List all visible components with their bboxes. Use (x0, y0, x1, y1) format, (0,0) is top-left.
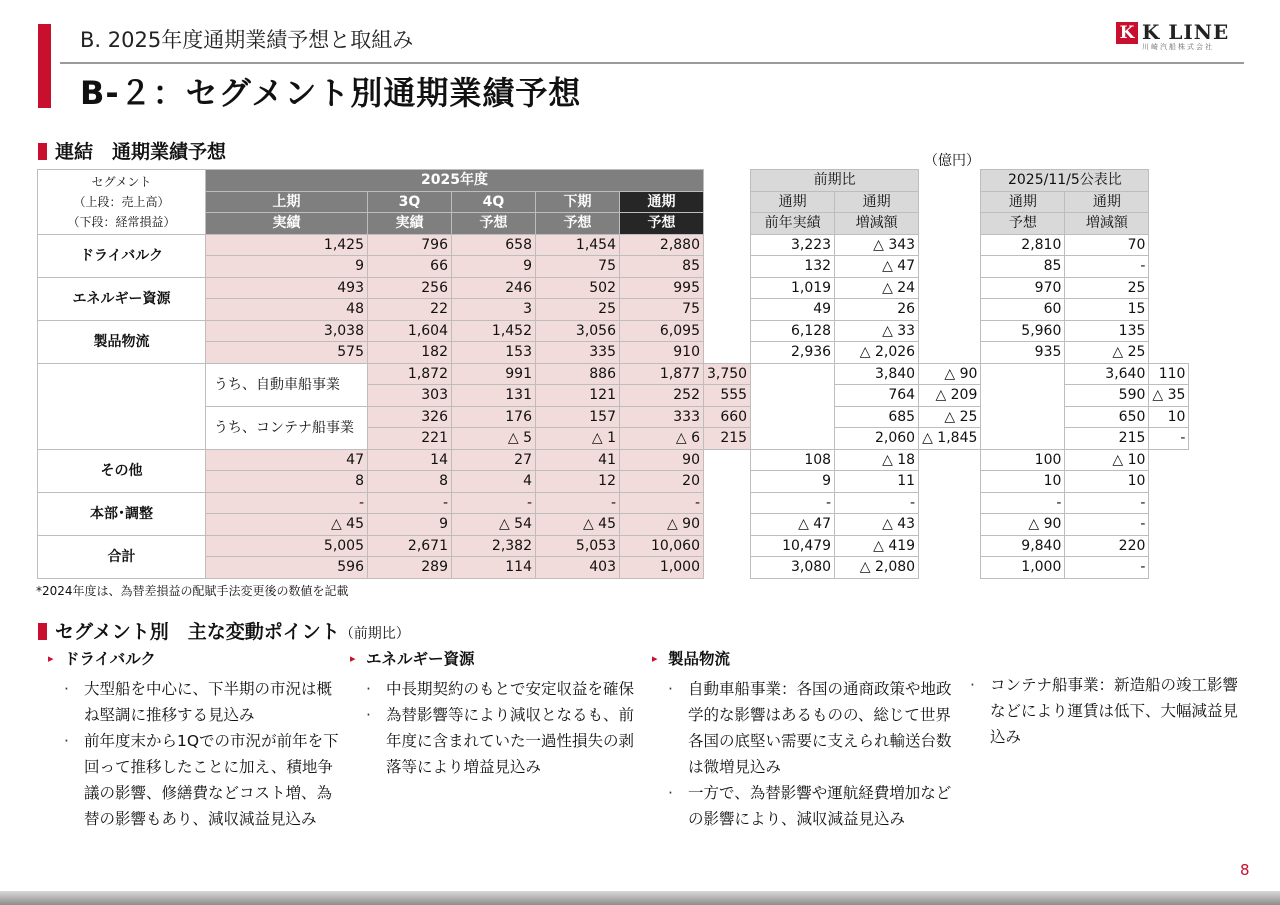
profit-cell: 10 (1065, 471, 1149, 493)
segment-name: 本部･調整 (38, 492, 206, 535)
points-section-heading (38, 617, 410, 644)
sales-cell: 6,095 (620, 320, 704, 342)
profit-cell: 215 (704, 428, 751, 450)
profit-cell: 9 (368, 514, 452, 536)
profit-cell: - (1065, 256, 1149, 278)
profit-cell: 3 (452, 299, 536, 321)
sales-cell: 108 (751, 449, 835, 471)
column-header: 通期 (751, 191, 835, 213)
profit-cell: 66 (368, 256, 452, 278)
profit-cell: 20 (620, 471, 704, 493)
sales-cell: 176 (452, 406, 536, 428)
column-header: 下期 (536, 191, 620, 213)
profit-cell: 11 (835, 471, 919, 493)
sales-cell: 660 (704, 406, 751, 428)
sales-cell: 796 (368, 234, 452, 256)
point-item: · 一方で、為替影響や運航経費増加などの影響により、減収減益見込み (652, 780, 952, 832)
profit-cell: 2,936 (751, 342, 835, 364)
profit-cell: △ 43 (835, 514, 919, 536)
profit-cell: △ 2,080 (835, 557, 919, 579)
profit-cell: △ 90 (981, 514, 1065, 536)
profit-cell: 4 (452, 471, 536, 493)
table-row (38, 234, 1189, 256)
table-row (38, 320, 1189, 342)
profit-cell: △ 47 (751, 514, 835, 536)
profit-cell: 49 (751, 299, 835, 321)
table-row (38, 557, 1189, 579)
profit-cell: △ 35 (1149, 385, 1189, 407)
column-header: 通期 (620, 191, 704, 213)
profit-cell: 555 (704, 385, 751, 407)
column-header: 増減額 (1065, 213, 1149, 235)
group-header-yoy: 前期比 (751, 170, 919, 192)
sales-cell: 658 (452, 234, 536, 256)
table-section-title: 連結 通期業績予想 (55, 141, 227, 163)
sales-cell: 3,840 (835, 363, 919, 385)
sales-cell: - (206, 492, 368, 514)
column-header: 4Q (452, 191, 536, 213)
point-item: · 自動車船事業：各国の通商政策や地政学的な影響はあるものの、総じて世界各国の底堅い需要に支えられ輸送台数は微増見込み (652, 676, 952, 780)
sales-cell: △ 18 (835, 449, 919, 471)
profit-cell: △ 1 (536, 428, 620, 450)
profit-cell: 289 (368, 557, 452, 579)
column-header: 通期 (1065, 191, 1149, 213)
section-label: B. 2025年度通期業績予想と取組み (80, 28, 414, 52)
profit-cell: 9 (751, 471, 835, 493)
sales-cell: - (452, 492, 536, 514)
column-header: 通期 (835, 191, 919, 213)
segment-header-line: （上段：売上高） (73, 194, 170, 209)
point-column-drybulk (48, 646, 340, 832)
point-item: · 中長期契約のもとで安定収益を確保 (350, 676, 642, 702)
sales-cell: 2,880 (620, 234, 704, 256)
profit-cell: △ 45 (536, 514, 620, 536)
column-header: 実績 (368, 213, 452, 235)
unit-label: （億円） (924, 153, 980, 169)
sales-cell: 47 (206, 449, 368, 471)
sales-cell: 502 (536, 277, 620, 299)
logo-mark-icon: K (1116, 22, 1138, 44)
sales-cell: 333 (620, 406, 704, 428)
profit-cell: △ 54 (452, 514, 536, 536)
sales-cell: 1,452 (452, 320, 536, 342)
sales-cell: - (835, 492, 919, 514)
point-heading: ▸ 製品物流 (652, 646, 952, 672)
sales-cell: 3,038 (206, 320, 368, 342)
profit-cell: 910 (620, 342, 704, 364)
sales-cell: 135 (1065, 320, 1149, 342)
sales-cell: - (981, 492, 1065, 514)
sales-cell: 3,056 (536, 320, 620, 342)
sales-cell: 5,960 (981, 320, 1065, 342)
table-row (38, 514, 1189, 536)
accent-bar (38, 24, 51, 108)
sales-cell: 10,060 (620, 535, 704, 557)
sales-cell: △ 25 (919, 406, 981, 428)
sales-cell: - (368, 492, 452, 514)
page-number: 8 (1240, 861, 1250, 879)
profit-cell: 15 (1065, 299, 1149, 321)
sales-cell: 1,877 (620, 363, 704, 385)
sales-cell: 886 (536, 363, 620, 385)
profit-cell: 85 (620, 256, 704, 278)
profit-cell: △ 6 (620, 428, 704, 450)
header-divider (60, 62, 1244, 64)
segment-name: ドライバルク (38, 234, 206, 277)
points-section-title: セグメント別 主な変動ポイント (55, 621, 340, 643)
profit-cell: 764 (835, 385, 919, 407)
profit-cell: △ 25 (1065, 342, 1149, 364)
group-header-fy2025: 2025年度 (206, 170, 704, 192)
indent-cell (38, 363, 206, 449)
sales-cell: 5,053 (536, 535, 620, 557)
profit-cell: △ 5 (452, 428, 536, 450)
profit-cell: 303 (368, 385, 452, 407)
column-header: 実績 (206, 213, 368, 235)
sales-cell: 1,454 (536, 234, 620, 256)
sales-cell: 220 (1065, 535, 1149, 557)
table-row (38, 299, 1189, 321)
sales-cell: 970 (981, 277, 1065, 299)
group-header-nov: 2025/11/5公表比 (981, 170, 1149, 192)
point-item: · 為替影響等により減収となるも、前年度に含まれていた一過性損失の剥落等により増益見込み (350, 702, 642, 780)
sales-cell: - (620, 492, 704, 514)
column-header: 増減額 (835, 213, 919, 235)
sales-cell: △ 419 (835, 535, 919, 557)
sales-cell: 27 (452, 449, 536, 471)
profit-cell: 252 (620, 385, 704, 407)
sales-cell: 3,750 (704, 363, 751, 385)
table-row (38, 406, 1189, 428)
profit-cell: 8 (206, 471, 368, 493)
sales-cell: 6,128 (751, 320, 835, 342)
sales-cell: 1,019 (751, 277, 835, 299)
profit-cell: 132 (751, 256, 835, 278)
profit-cell: 590 (1065, 385, 1149, 407)
profit-cell: 221 (368, 428, 452, 450)
sales-cell: 2,382 (452, 535, 536, 557)
column-header: 前年実績 (751, 213, 835, 235)
sales-cell: 1,425 (206, 234, 368, 256)
profit-cell: 10 (981, 471, 1065, 493)
point-item: · 大型船を中心に、下半期の市況は概ね堅調に推移する見込み (48, 676, 340, 728)
segment-name: その他 (38, 449, 206, 492)
sales-cell: - (536, 492, 620, 514)
segment-name: うち、自動車船事業 (206, 363, 368, 406)
column-header: 3Q (368, 191, 452, 213)
profit-cell: - (1065, 514, 1149, 536)
profit-cell: 9 (452, 256, 536, 278)
square-bullet-icon (38, 623, 47, 640)
sales-cell: △ 90 (919, 363, 981, 385)
column-header: 予想 (620, 213, 704, 235)
column-header: 上期 (206, 191, 368, 213)
sales-cell: 2,810 (981, 234, 1065, 256)
table-row (38, 471, 1189, 493)
profit-cell: 3,080 (751, 557, 835, 579)
sales-cell: 70 (1065, 234, 1149, 256)
company-logo (1116, 22, 1246, 50)
sales-cell: 9,840 (981, 535, 1065, 557)
sales-cell: - (1065, 492, 1149, 514)
sales-cell: 3,223 (751, 234, 835, 256)
segment-name: エネルギー資源 (38, 277, 206, 320)
profit-cell: 25 (536, 299, 620, 321)
profit-cell: 121 (536, 385, 620, 407)
profit-cell: 182 (368, 342, 452, 364)
sales-cell: 5,005 (206, 535, 368, 557)
sales-cell: 991 (452, 363, 536, 385)
table-section-heading (38, 137, 226, 164)
sales-cell: 10 (1149, 406, 1189, 428)
points-section-suffix: （前期比） (339, 626, 410, 642)
sales-cell: 25 (1065, 277, 1149, 299)
profit-cell: △ 2,026 (835, 342, 919, 364)
table-footnote: *2024年度は、為替差損益の配賦手法変更後の数値を記載 (36, 584, 349, 598)
sales-cell: 685 (835, 406, 919, 428)
profit-cell: 1,000 (981, 557, 1065, 579)
profit-cell: 596 (206, 557, 368, 579)
sales-cell: 157 (536, 406, 620, 428)
square-bullet-icon (38, 143, 47, 160)
sales-cell: 246 (452, 277, 536, 299)
sales-cell: 256 (368, 277, 452, 299)
profit-cell: △ 209 (919, 385, 981, 407)
profit-cell: - (1065, 557, 1149, 579)
profit-cell: 215 (1065, 428, 1149, 450)
column-header: 予想 (536, 213, 620, 235)
sales-cell: 326 (368, 406, 452, 428)
sales-cell: 10,479 (751, 535, 835, 557)
profit-cell: 335 (536, 342, 620, 364)
profit-cell: 131 (452, 385, 536, 407)
profit-cell: △ 47 (835, 256, 919, 278)
profit-cell: 575 (206, 342, 368, 364)
column-header: 通期 (981, 191, 1065, 213)
table-row (38, 449, 1189, 471)
point-column-energy (350, 646, 642, 780)
sales-cell: 14 (368, 449, 452, 471)
sales-cell: △ 343 (835, 234, 919, 256)
profit-cell: 85 (981, 256, 1065, 278)
table-row (38, 363, 1189, 385)
sales-cell: 100 (981, 449, 1065, 471)
segment-header-line: （下段：経常損益） (67, 214, 176, 229)
segment-name: うち、コンテナ船事業 (206, 406, 368, 449)
logo-text: K LINE (1142, 20, 1230, 44)
profit-cell: 2,060 (835, 428, 919, 450)
table-row (38, 256, 1189, 278)
table-row (38, 277, 1189, 299)
profit-cell: △ 90 (620, 514, 704, 536)
sales-cell: - (751, 492, 835, 514)
sales-cell: 1,604 (368, 320, 452, 342)
point-heading: ▸ ドライバルク (48, 646, 340, 672)
segment-name: 合計 (38, 535, 206, 578)
profit-cell: 1,000 (620, 557, 704, 579)
profit-cell: 75 (536, 256, 620, 278)
sales-cell: 1,872 (368, 363, 452, 385)
sales-cell: 110 (1149, 363, 1189, 385)
sales-cell: 995 (620, 277, 704, 299)
sales-cell: 3,640 (1065, 363, 1149, 385)
profit-cell: - (1149, 428, 1189, 450)
sales-cell: 90 (620, 449, 704, 471)
profit-cell: 12 (536, 471, 620, 493)
page-title: B-２：セグメント別通期業績予想 (80, 74, 582, 112)
sales-cell: △ 10 (1065, 449, 1149, 471)
column-header: 予想 (452, 213, 536, 235)
sales-cell: 41 (536, 449, 620, 471)
segment-header-line: セグメント (91, 174, 152, 189)
sales-cell: △ 33 (835, 320, 919, 342)
sales-cell: 2,671 (368, 535, 452, 557)
footer-bar (0, 891, 1280, 905)
logo-subtext: 川崎汽船株式会社 (1142, 43, 1214, 51)
point-column-container (970, 672, 1246, 750)
forecast-table (37, 169, 1189, 579)
profit-cell: △ 45 (206, 514, 368, 536)
point-item: · コンテナ船事業：新造船の竣工影響などにより運賃は低下、大幅減益見込み (970, 672, 1246, 750)
profit-cell: 114 (452, 557, 536, 579)
point-column-product-logistics (652, 646, 952, 832)
profit-cell: 22 (368, 299, 452, 321)
profit-cell: 9 (206, 256, 368, 278)
sales-cell: 493 (206, 277, 368, 299)
profit-cell: 48 (206, 299, 368, 321)
profit-cell: 153 (452, 342, 536, 364)
sales-cell: △ 24 (835, 277, 919, 299)
sales-cell: 650 (1065, 406, 1149, 428)
segment-name: 製品物流 (38, 320, 206, 363)
column-header: 予想 (981, 213, 1065, 235)
point-item: · 前年度末から1Qでの市況が前年を下回って推移したことに加え、積地争議の影響、修繕費などコスト増、為替の影響もあり、減収減益見込み (48, 728, 340, 832)
profit-cell: 8 (368, 471, 452, 493)
segment-header (38, 170, 206, 235)
profit-cell: 403 (536, 557, 620, 579)
profit-cell: 75 (620, 299, 704, 321)
profit-cell: 935 (981, 342, 1065, 364)
profit-cell: 26 (835, 299, 919, 321)
profit-cell: △ 1,845 (919, 428, 981, 450)
table-row (38, 342, 1189, 364)
table-row (38, 535, 1189, 557)
table-row (38, 492, 1189, 514)
point-heading: ▸ エネルギー資源 (350, 646, 642, 672)
profit-cell: 60 (981, 299, 1065, 321)
